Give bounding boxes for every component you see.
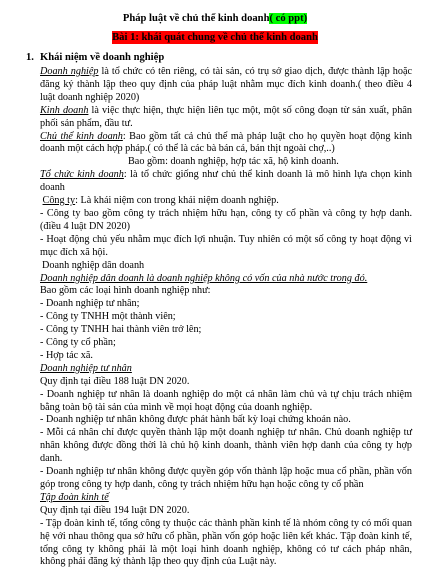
title-main: Pháp luật về chủ thể kinh doanh: [122, 13, 270, 24]
list-item: - Công ty TNHH một thành viên;: [40, 311, 176, 323]
section-heading-text: Khái niệm về doanh nghiệp: [40, 52, 165, 63]
term: Chủ thể kinh doanh: [40, 130, 123, 142]
paragraph: Bao gồm: doanh nghiệp, hợp tác xã, hộ kinh doanh.: [128, 156, 339, 168]
term: Tổ chức kinh doanh: [40, 169, 124, 181]
paragraph: Doanh nghiệp dân doanh là doanh nghiệp không có vốn của nhà nước trong đó.: [40, 272, 368, 284]
paragraph: - Doanh nghiệp tư nhân là doanh nghiệp do một cá nhân làm chủ và tự chịu trách nhiệm bằng toàn bộ tài sản của mình về mọi hoạt động của doanh nghiệp.: [40, 388, 412, 413]
title-highlight: ( có ppt): [269, 13, 308, 24]
document-title: [0, 12, 430, 25]
lesson-subtitle: Bài 1: khái quát chung về chủ thể kinh doanh: [112, 32, 318, 43]
term: Công ty: [42, 195, 76, 207]
subtitle-block: [0, 31, 430, 45]
paragraph: Kinh doanh là việc thực hiện, thực hiện liên tục một, một số công đoạn từ sản xuất, phân phối sản phẩm, đầu tư.: [40, 104, 412, 129]
paragraph: - Hoạt động chủ yếu nhằm mục đích lợi nhuận. Tuy nhiên có một số công ty hoạt động vì mục đích xã hội.: [40, 233, 412, 258]
section-heading: [26, 52, 164, 65]
paragraph: Quy định tại điều 188 luật DN 2020.: [40, 375, 190, 387]
paragraph: - Doanh nghiệp tư nhân không được quyền góp vốn thành lập hoặc mua cổ phần, phần vốn góp trong công ty hợp danh, công ty trách nhiệm hữu hạn hoặc công ty cổ phần: [40, 466, 412, 490]
paragraph: - Mỗi cá nhân chỉ được quyền thành lập một doanh nghiệp tư nhân. Chủ doanh nghiệp tư nhân không được đồng thời là chủ hộ kinh doanh, thành viên hợp danh của công ty hợp danh.: [40, 427, 412, 465]
paragraph: Tổ chức kinh doanh: là tổ chức giống như chủ thể kinh doanh là mô hình lựa chọn kinh doanh: [40, 169, 412, 194]
paragraph: Doanh nghiệp dân doanh: [42, 259, 145, 271]
paragraph: Quy định tại điều 194 luật DN 2020.: [40, 504, 190, 516]
section-number: 1.: [26, 52, 34, 63]
document-body: [40, 66, 412, 569]
paragraph: Doanh nghiệp là tổ chức có tên riêng, có tài sản, có trụ sở giao dịch, được thành lập hoặc đăng ký thành lập theo quy định của pháp luật nhằm mục đích kinh doanh.( theo điều 4 luật doanh nghiệp 2020): [40, 66, 412, 103]
paragraph: - Doanh nghiệp tư nhân không được phát hành bất kỳ loại chứng khoán nào.: [40, 414, 351, 426]
paragraph: Doanh nghiệp tư nhân: [40, 362, 132, 374]
list-item: - Công ty TNHH hai thành viên trở lên;: [40, 324, 202, 336]
paragraph: - Tập đoàn kinh tế, tổng công ty thuộc các thành phần kinh tế là nhóm công ty có mối quan hệ với nhau thông qua sở hữu cổ phần, phần vốn góp hoặc liên kết khác. Tập đoàn kinh tế, tổng công ty không phải là một loại hình doanh nghiệp, không có tư cách pháp nhân, không phải đăng ký thành lập theo quy định của Luật này.: [40, 517, 412, 568]
paragraph: Công ty: Là khái niệm con trong khái niệm doanh nghiệp.: [42, 195, 279, 207]
list-item: - Doanh nghiệp tư nhân;: [40, 298, 140, 310]
term: Kinh doanh: [40, 104, 89, 116]
list-item: - Công ty cổ phần;: [40, 337, 116, 349]
paragraph: Bao gồm các loại hình doanh nghiệp như:: [40, 285, 211, 297]
term: Doanh nghiệp: [40, 66, 99, 77]
paragraph: - Công ty bao gồm công ty trách nhiệm hữu hạn, công ty cổ phần và công ty hợp danh. (điều 4 luật DN 2020): [40, 207, 412, 232]
paragraph: Chủ thể kinh doanh: Bao gồm tất cả chủ thể mà pháp luật cho họ quyền hoạt động kinh doanh một cách hợp pháp.( có thể là các bà bán cá, bán thịt ngoài chợ,..): [40, 130, 412, 155]
paragraph: Tập đoàn kinh tế: [40, 491, 109, 503]
list-item: - Hợp tác xã.: [40, 349, 93, 361]
